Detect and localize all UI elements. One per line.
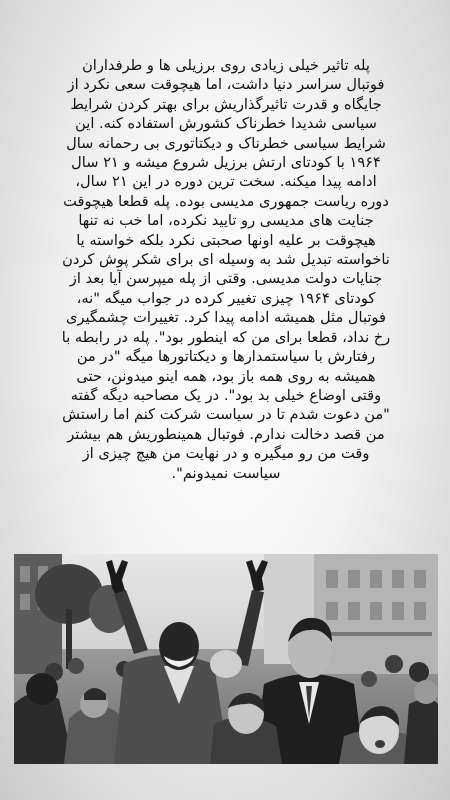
crowd-photo <box>14 554 438 764</box>
crowd-photo-illustration <box>14 554 438 764</box>
story-caption-text: پله تاثیر خیلی زیادی روی برزیلی ها و طرفداران فوتبال سراسر دنیا داشت، اما هیچوقت سعی نکرد از جایگاه و قدرت تاثیرگذاریش برای بهتر کردن شرایط سیاسی شدیدا خطرناک کشورش استفاده کنه. این شرایط سیاسی خطرناک و دیکتاتوری بی رحمانه سال ۱۹۶۴ با کودتای ارتش برزیل شروع میشه و ۲۱ سال ادامه پیدا میکنه. سخت ترین دوره در این ۲۱ سال، دوره ریاست جمهوری مدیسی بوده. پله قطعا هیچوقت جنایت های مدیسی رو تایید نکرده، اما خب نه تنها هیچوقت بر علیه اونها صحبتی نکرد بلکه خواسته یا ناخواسته تبدیل شد به وسیله ای برای شکر پوش کردن جنایات دولت مدیسی. وقتی از پله میپرسن آیا بعد از کودتای ۱۹۶۴ چیزی تغییر کرده در جواب میگه "نه، فوتبال مثل همیشه ادامه پیدا کرد. تغییرات چشمگیری رخ نداد، قطعا برای من که اینطور بود". پله در رابطه با رفتارش با سیاستمدارها و دیکتاتورها میگه "در من همیشه به روی همه باز بود، همه اینو میدونن، حتی وقتی اوضاع خیلی بد بود". در یک مصاحبه دیگه گفته "من دعوت شدم تا در سیاست شرکت کنم اما راستش من قصد دخالت ندارم. فوتبال همینطوریش هم بیشتر وقت من رو میگیره و در نهایت من هیچ چیزی از سیاست نمیدونم". <box>61 57 391 482</box>
